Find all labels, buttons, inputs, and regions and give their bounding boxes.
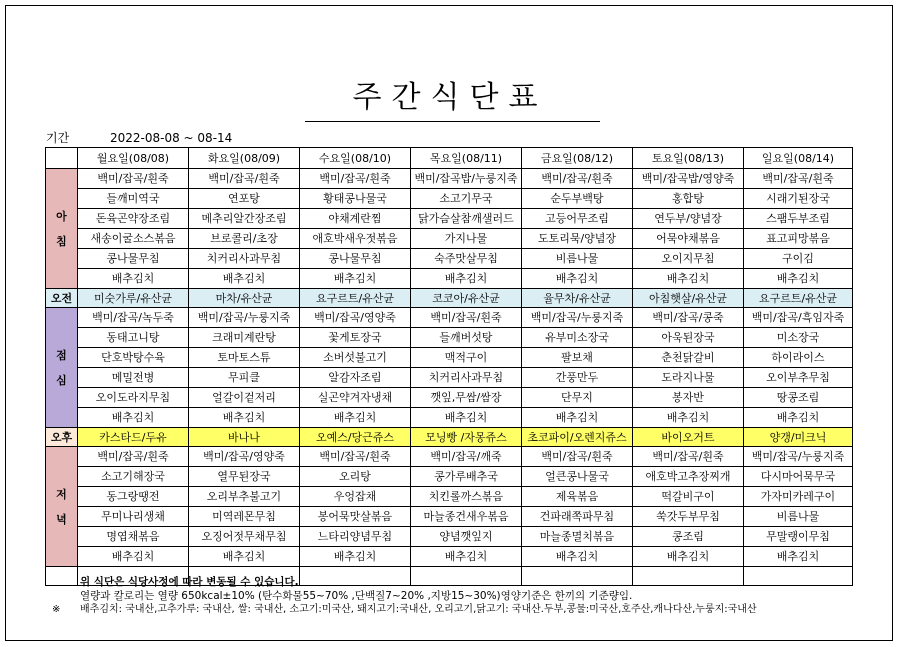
menu-item: 소고기무국 [411, 189, 522, 209]
menu-item: 콩나물무침 [300, 249, 411, 269]
menu-item: 홍합탕 [633, 189, 744, 209]
lunch-row [46, 348, 853, 368]
menu-item: 크래미계란탕 [189, 328, 300, 348]
menu-item: 표고피망볶음 [744, 229, 853, 249]
menu-item: 배추김치 [633, 408, 744, 428]
menu-item: 스팸두부조림 [744, 209, 853, 229]
menu-item: 알감자조림 [300, 368, 411, 388]
menu-item: 명엽채볶음 [78, 527, 189, 547]
menu-item: 배추김치 [189, 547, 300, 567]
snack-item: 아침햇살/유산균 [633, 289, 744, 308]
lunch-row [46, 328, 853, 348]
menu-item: 브로콜리/초장 [189, 229, 300, 249]
menu-item: 배추김치 [522, 408, 633, 428]
menu-item: 오리부추불고기 [189, 487, 300, 507]
menu-item: 연두부/양념장 [633, 209, 744, 229]
dinner-row [46, 547, 853, 567]
menu-item: 춘천닭갈비 [633, 348, 744, 368]
snack-item: 미숫가루/유산균 [78, 289, 189, 308]
breakfast-row [46, 209, 853, 229]
menu-item: 배추김치 [300, 269, 411, 289]
lunch-row [46, 408, 853, 428]
menu-item: 동그랑땡전 [78, 487, 189, 507]
menu-item: 배추김치 [744, 547, 853, 567]
menu-item: 무말랭이무침 [744, 527, 853, 547]
menu-item: 애호박고추장찌개 [633, 467, 744, 487]
note-line-3 [52, 603, 757, 617]
menu-item: 닭가슴살참깨샐러드 [411, 209, 522, 229]
menu-item: 배추김치 [633, 547, 744, 567]
snack-item: 초코파이/오렌지쥬스 [522, 428, 633, 447]
menu-item: 미역레몬무침 [189, 507, 300, 527]
weekly-menu-table [45, 147, 853, 586]
snack-item: 바나나 [189, 428, 300, 447]
lunch-row [46, 308, 853, 328]
menu-item: 배추김치 [744, 269, 853, 289]
period-label: 기간 [46, 131, 70, 145]
snack-item: 마차/유산균 [189, 289, 300, 308]
menu-item: 소고기해장국 [78, 467, 189, 487]
menu-item: 오이도라지무침 [78, 388, 189, 408]
menu-item: 백미/잡곡/흰죽 [744, 169, 853, 189]
snack-item: 모닝빵 /자몽쥬스 [411, 428, 522, 447]
period-value: 2022-08-08 ~ 08-14 [110, 131, 233, 145]
menu-item: 치커리사과무침 [189, 249, 300, 269]
menu-item: 무피클 [189, 368, 300, 388]
snack-item: 코코아/유산균 [411, 289, 522, 308]
menu-item: 배추김치 [300, 547, 411, 567]
menu-item: 콩조림 [633, 527, 744, 547]
day-header: 월요일(08/08) [78, 148, 189, 169]
menu-item: 마늘종건새우볶음 [411, 507, 522, 527]
menu-item: 봉어묵맛살볶음 [300, 507, 411, 527]
menu-item: 가지나물 [411, 229, 522, 249]
menu-item: 백미/잡곡/흰죽 [300, 447, 411, 467]
menu-item: 백미/잡곡/흰죽 [633, 447, 744, 467]
menu-item: 얼큰콩나물국 [522, 467, 633, 487]
snack_pm-row [46, 428, 853, 447]
dinner-row [46, 507, 853, 527]
menu-item: 백미/잡곡/흰죽 [78, 169, 189, 189]
menu-item: 제육볶음 [522, 487, 633, 507]
menu-item: 동태고니탕 [78, 328, 189, 348]
period [46, 129, 232, 146]
menu-item: 콩가루배추국 [411, 467, 522, 487]
menu-item: 들깨미역국 [78, 189, 189, 209]
menu-item: 가자미카레구이 [744, 487, 853, 507]
header-row [46, 148, 853, 169]
lunch-row [46, 368, 853, 388]
menu-item: 오이지무침 [633, 249, 744, 269]
menu-item: 연포탕 [189, 189, 300, 209]
lunch-label [46, 308, 78, 428]
menu-item: 황태콩나물국 [300, 189, 411, 209]
menu-item: 배추김치 [522, 269, 633, 289]
menu-item: 배추김치 [633, 269, 744, 289]
menu-item: 배추김치 [744, 408, 853, 428]
menu-item: 고등어무조림 [522, 209, 633, 229]
menu-item: 백미/잡곡/흑임자죽 [744, 308, 853, 328]
breakfast-row [46, 189, 853, 209]
snack-item: 요구르트/유산균 [300, 289, 411, 308]
day-header: 화요일(08/09) [189, 148, 300, 169]
menu-item: 배추김치 [522, 547, 633, 567]
menu-item: 도토리묵/양념장 [522, 229, 633, 249]
menu-item: 숙주맛살무침 [411, 249, 522, 269]
note-mark: ※ [52, 604, 61, 615]
day-header: 토요일(08/13) [633, 148, 744, 169]
menu-item: 백미/잡곡/누룽지죽 [189, 308, 300, 328]
note-line-1: 위 식단은 식당사정에 따라 변동될 수 있습니다. [80, 576, 299, 588]
menu-item: 도라지나물 [633, 368, 744, 388]
menu-item: 돈육곤약장조림 [78, 209, 189, 229]
menu-item: 배추김치 [411, 547, 522, 567]
menu-item: 단호박탕수육 [78, 348, 189, 368]
breakfast-row [46, 229, 853, 249]
menu-item: 백미/잡곡/누룽지죽 [522, 308, 633, 328]
snack_pm-label: 오후 [46, 428, 78, 447]
menu-item: 토마토스튜 [189, 348, 300, 368]
breakfast-row [46, 269, 853, 289]
menu-item: 백미/잡곡/누룽지죽 [744, 447, 853, 467]
menu-item: 배추김치 [189, 269, 300, 289]
menu-item: 떡갈비구이 [633, 487, 744, 507]
snack_am-label: 오전 [46, 289, 78, 308]
lunch-label-char: 점 [56, 348, 67, 362]
snack_am-row [46, 289, 853, 308]
menu-item: 백미/잡곡/깨죽 [411, 447, 522, 467]
dinner-label-char: 저 [56, 487, 67, 501]
menu-item: 백미/잡곡/흰죽 [189, 169, 300, 189]
menu-item: 새송이굴소스볶음 [78, 229, 189, 249]
menu-item: 무미나리생채 [78, 507, 189, 527]
menu-item: 백미/잡곡/흰죽 [522, 447, 633, 467]
menu-item: 애호박새우젓볶음 [300, 229, 411, 249]
menu-item: 배추김치 [78, 547, 189, 567]
day-header: 일요일(08/14) [744, 148, 853, 169]
dinner-row [46, 467, 853, 487]
dinner-row [46, 447, 853, 467]
menu-item: 백미/잡곡/영양죽 [189, 447, 300, 467]
menu-item: 시래기된장국 [744, 189, 853, 209]
menu-item: 백미/잡곡/흰죽 [300, 169, 411, 189]
menu-item: 백미/잡곡/흰죽 [411, 308, 522, 328]
page-title: 주간식단표 [352, 80, 548, 115]
snack-item: 요구르트/유산균 [744, 289, 853, 308]
menu-item: 아욱된장국 [633, 328, 744, 348]
breakfast-row [46, 169, 853, 189]
menu-item: 치킨롤까스볶음 [411, 487, 522, 507]
menu-item: 배추김치 [300, 408, 411, 428]
menu-item: 미소장국 [744, 328, 853, 348]
menu-item: 깻잎,무쌈/쌈장 [411, 388, 522, 408]
menu-item: 얼갈이겉저리 [189, 388, 300, 408]
lunch-label-char: 심 [56, 373, 67, 387]
menu-item: 오리탕 [300, 467, 411, 487]
lunch-row [46, 388, 853, 408]
menu-item: 다시마어묵무국 [744, 467, 853, 487]
dinner-label [46, 447, 78, 567]
notes [52, 575, 757, 617]
menu-item: 백미/잡곡/녹두죽 [78, 308, 189, 328]
menu-item: 맥적구이 [411, 348, 522, 368]
title-underline [305, 121, 600, 122]
menu-item: 오이부추무침 [744, 368, 853, 388]
dinner-row [46, 487, 853, 507]
menu-item: 팔보채 [522, 348, 633, 368]
menu-item: 오징어젓무채무침 [189, 527, 300, 547]
menu-item: 마늘종멸치볶음 [522, 527, 633, 547]
menu-item: 단무지 [522, 388, 633, 408]
header-corner [46, 148, 78, 169]
note-origin: 배추김치: 국내산,고추가루: 국내산, 쌀: 국내산, 소고기:미국산, 돼지고기:국내산, 오리고기,닭고기: 국내산.두부,콩물:미국산,호주산,캐나다산,누룽지:국내산 [80, 604, 757, 615]
menu-item: 콩나물무침 [78, 249, 189, 269]
menu-item: 백미/잡곡밥/누룽지죽 [411, 169, 522, 189]
menu-item: 들깨버섯탕 [411, 328, 522, 348]
menu-item: 쑥갓두부무침 [633, 507, 744, 527]
menu-item: 백미/잡곡/흰죽 [522, 169, 633, 189]
breakfast-label [46, 169, 78, 289]
snack-item: 카스타드/두유 [78, 428, 189, 447]
menu-item: 우엉잡채 [300, 487, 411, 507]
breakfast-row [46, 249, 853, 269]
menu-item: 건파래쪽파무침 [522, 507, 633, 527]
menu-item: 꽃게토장국 [300, 328, 411, 348]
menu-item: 비름나물 [522, 249, 633, 269]
menu-item: 하이라이스 [744, 348, 853, 368]
blank-cell [744, 567, 853, 586]
menu-item: 간풍만두 [522, 368, 633, 388]
menu-item: 메밀전병 [78, 368, 189, 388]
snack-item: 바이오거트 [633, 428, 744, 447]
menu-item: 순두부백탕 [522, 189, 633, 209]
menu-item: 메추리알간장조림 [189, 209, 300, 229]
snack-item: 오예스/당근쥬스 [300, 428, 411, 447]
menu-item: 열무된장국 [189, 467, 300, 487]
snack-item: 양갱/미크닉 [744, 428, 853, 447]
dinner-row [46, 527, 853, 547]
menu-item: 치커리사과무침 [411, 368, 522, 388]
menu-item: 배추김치 [78, 408, 189, 428]
menu-item: 배추김치 [78, 269, 189, 289]
menu-item: 비름나물 [744, 507, 853, 527]
menu-item: 야채계란찜 [300, 209, 411, 229]
menu-item: 유부미소장국 [522, 328, 633, 348]
menu-item: 양념깻잎지 [411, 527, 522, 547]
menu-item: 백미/잡곡/영양죽 [300, 308, 411, 328]
menu-item: 어묵야채볶음 [633, 229, 744, 249]
menu-item: 배추김치 [411, 269, 522, 289]
note-line-2: 열량과 칼로리는 열량 650kcal±10% (탄수화물55~70% ,단백질7~20% ,지방15~30%)영양기준은 한끼의 기준량임. [80, 590, 633, 602]
day-header: 수요일(08/10) [300, 148, 411, 169]
menu-item: 땅콩조림 [744, 388, 853, 408]
snack-item: 율무차/유산균 [522, 289, 633, 308]
menu-item: 봉자반 [633, 388, 744, 408]
menu-item: 소버섯불고기 [300, 348, 411, 368]
menu-item: 구이김 [744, 249, 853, 269]
menu-item: 백미/잡곡/콩죽 [633, 308, 744, 328]
breakfast-label-char: 아 [56, 209, 67, 223]
menu-item: 백미/잡곡/흰죽 [78, 447, 189, 467]
menu-item: 백미/잡곡밥/영양죽 [633, 169, 744, 189]
menu-item: 느타리양념무침 [300, 527, 411, 547]
dinner-label-char: 녁 [56, 512, 67, 526]
menu-item: 배추김치 [189, 408, 300, 428]
day-header: 목요일(08/11) [411, 148, 522, 169]
menu-item: 배추김치 [411, 408, 522, 428]
breakfast-label-char: 침 [56, 234, 67, 248]
menu-item: 실곤약겨자냉채 [300, 388, 411, 408]
day-header: 금요일(08/12) [522, 148, 633, 169]
